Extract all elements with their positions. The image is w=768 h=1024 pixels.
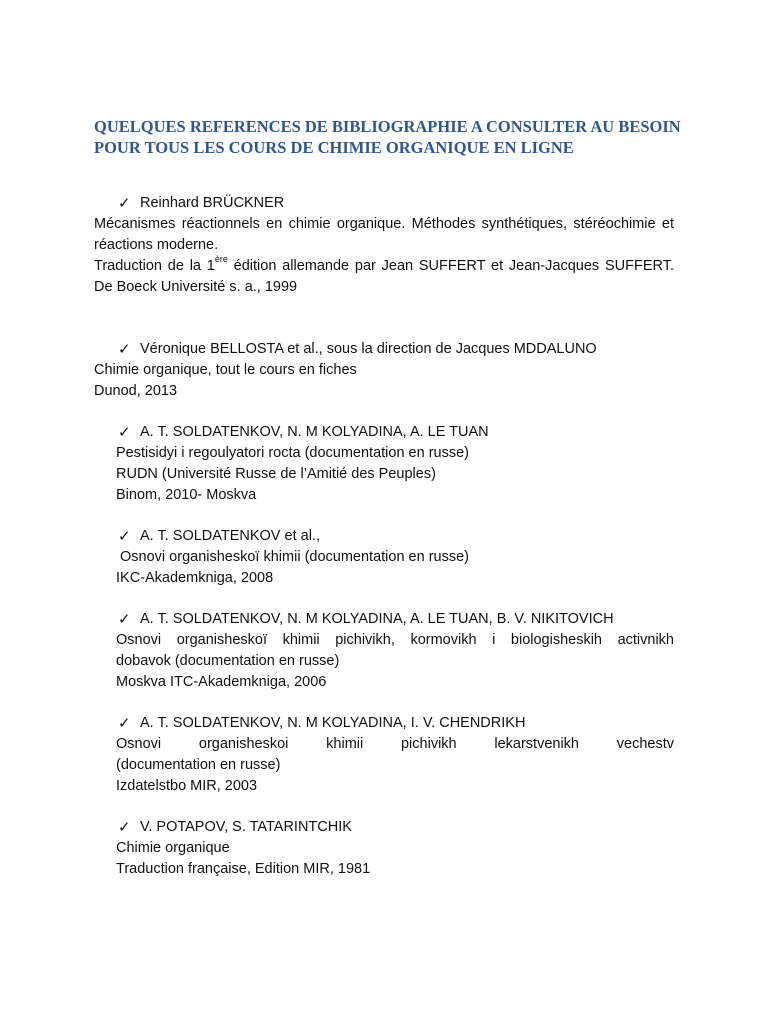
reference-title: Chimie organique <box>116 840 230 856</box>
reference-author-row <box>116 817 674 838</box>
reference-author: A. T. SOLDATENKOV, N. M KOLYADINA, A. LE TUAN <box>140 424 489 440</box>
reference-item <box>94 339 674 402</box>
reference-author-row <box>94 193 674 214</box>
reference-author-row <box>94 339 674 360</box>
checkmark-icon: ✓ <box>118 527 131 545</box>
reference-author-row <box>116 609 674 630</box>
reference-title: Osnovi organisheskoi khimii pichivikh lekarstvenikh vechestv <box>116 736 674 752</box>
reference-title-cont: (documentation en russe) <box>116 757 281 773</box>
checkmark-icon: ✓ <box>118 340 131 358</box>
reference-author-row <box>94 526 674 547</box>
reference-publisher: Izdatelstbo MIR, 2003 <box>116 778 258 794</box>
reference-author: A. T. SOLDATENKOV, N. M KOLYADINA, A. LE TUAN, B. V. NIKITOVICH <box>140 611 614 627</box>
reference-author: Véronique BELLOSTA et al., sous la direction de Jacques MDDALUNO <box>140 341 597 357</box>
reference-author: Reinhard BRÜCKNER <box>140 195 285 211</box>
reference-author: V. POTAPOV, S. TATARINTCHIK <box>140 819 352 835</box>
checkmark-icon: ✓ <box>118 818 131 836</box>
reference-title: Chimie organique, tout le cours en fiches <box>94 362 357 378</box>
reference-title: Pestisidyi i regoulyatori rocta (documentation en russe) <box>116 445 469 461</box>
reference-publisher: IKC-Akademkniga, 2008 <box>116 570 274 586</box>
reference-item <box>116 609 674 693</box>
reference-item <box>94 422 674 506</box>
reference-publisher: Binom, 2010- Moskva <box>116 487 257 503</box>
checkmark-icon: ✓ <box>118 423 131 441</box>
reference-author-row <box>116 713 674 734</box>
reference-publisher: De Boeck Université s. a., 1999 <box>94 279 298 295</box>
reference-item <box>94 193 674 298</box>
reference-item <box>116 817 674 880</box>
reference-publisher: Traduction française, Edition MIR, 1981 <box>116 861 371 877</box>
reference-title: Osnovi organisheskoï khimii (documentation en russe) <box>116 549 469 565</box>
reference-title: Osnovi organisheskoï khimii pichivikh, kormovikh i biologisheskih activnikh <box>116 632 674 648</box>
checkmark-icon: ✓ <box>118 610 131 628</box>
reference-publisher: Dunod, 2013 <box>94 383 178 399</box>
checkmark-icon: ✓ <box>118 714 131 732</box>
reference-author: A. T. SOLDATENKOV, N. M KOLYADINA, I. V. CHENDRIKH <box>140 715 526 731</box>
reference-author: A. T. SOLDATENKOV et al., <box>140 528 320 544</box>
reference-publisher: Moskva ITC-Akademkniga, 2006 <box>116 674 327 690</box>
reference-translation: Traduction de la 1ère édition allemande par Jean SUFFERT et Jean-Jacques SUFFERT. <box>94 254 674 274</box>
reference-item <box>94 526 674 589</box>
reference-author-row <box>94 422 674 443</box>
reference-item <box>116 713 674 797</box>
page-title: QUELQUES REFERENCES DE BIBLIOGRAPHIE A CONSULTER AU BESOIN POUR TOUS LES COURS DE CHIMIE ORGANIQUE EN LIGNE <box>94 117 681 157</box>
reference-title-cont: dobavok (documentation en russe) <box>116 653 340 669</box>
reference-institution: RUDN (Université Russe de l’Amitié des Peuples) <box>116 466 436 482</box>
checkmark-icon: ✓ <box>118 194 131 212</box>
reference-title: Mécanismes réactionnels en chimie organique. Méthodes synthétiques, stéréochimie et réactions moderne. <box>94 216 674 253</box>
